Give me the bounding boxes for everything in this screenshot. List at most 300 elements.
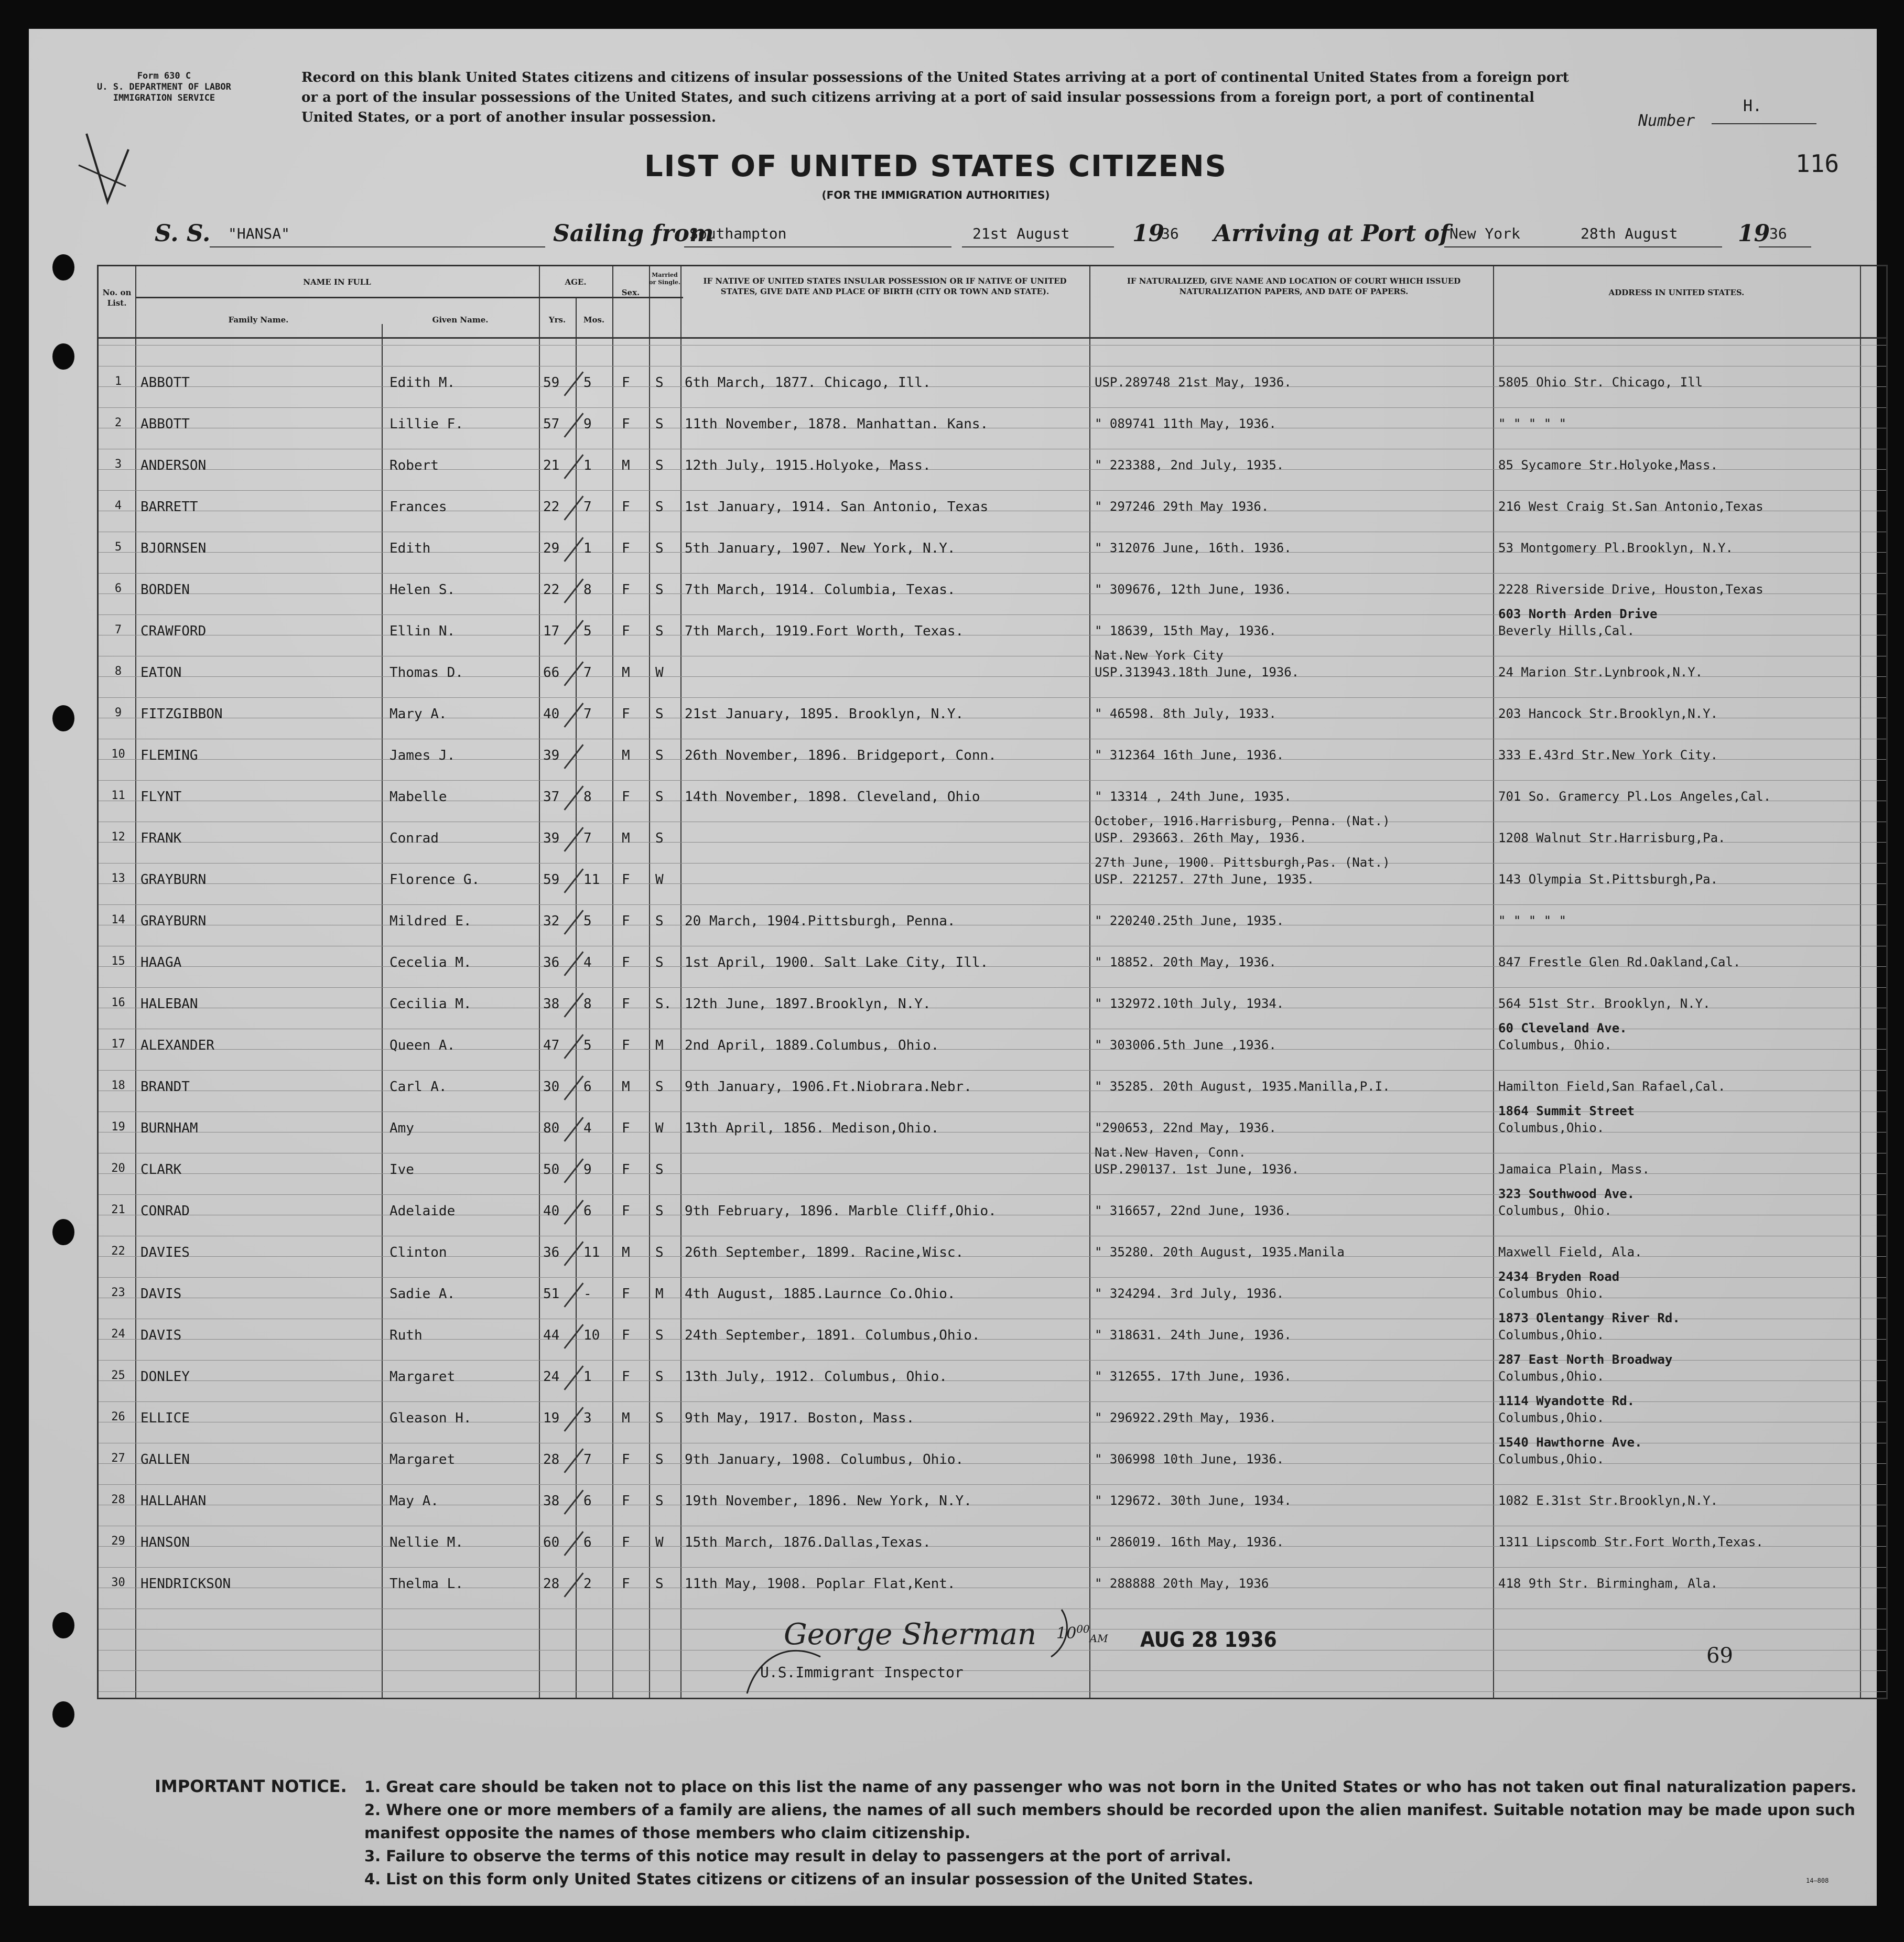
naturalization-info: " 286019. 16th May, 1936. [1095,1535,1284,1549]
given-name: Mabelle [390,789,447,805]
row-number: 20 [111,1162,125,1175]
header-given: Given Name. [432,315,489,325]
birth-info: 4th August, 1885.Laurnce Co.Ohio. [685,1286,956,1302]
address: " " " " " [1498,416,1567,431]
age-months: 6 [583,1079,592,1095]
sex: F [622,1286,630,1302]
given-name: Robert [390,458,439,473]
naturalization-info: " 13314 , 24th June, 1935. [1095,789,1292,804]
marital-status: S [655,1328,664,1343]
age-months: 8 [583,789,592,805]
birth-info: 1st April, 1900. Salt Lake City, Ill. [685,955,989,970]
sex: M [622,458,630,473]
naturalization-info: " 316657, 22nd June, 1936. [1095,1203,1292,1218]
family-name: CRAWFORD [140,623,207,639]
sex: F [622,1452,630,1468]
address: 2228 Riverside Drive, Houston,Texas [1498,582,1764,597]
check-mark-icon [564,910,583,935]
check-mark-icon [564,992,583,1018]
ship-name: "HANSA" [228,225,290,242]
given-name: Sadie A. [390,1286,456,1302]
given-name: Cecilia M. [390,996,472,1012]
naturalization-info: USP.313943.18th June, 1936. [1095,665,1300,679]
naturalization-info: " 288888 20th May, 1936 [1095,1576,1269,1591]
page-subtitle: (FOR THE IMMIGRATION AUTHORITIES) [821,189,1050,201]
birth-info: 12th July, 1915.Holyoke, Mass. [685,458,931,473]
row-number: 30 [111,1576,125,1589]
age-years: 21 [543,458,560,473]
age-years: 40 [543,1203,560,1219]
check-mark-icon [564,620,583,645]
check-mark-icon [564,371,583,396]
check-mark-icon [76,128,134,207]
notice-item: 3. Failure to observe the terms of this notice may result in delay to passengers at the port of arrival. [364,1847,1231,1865]
sex: F [622,375,630,391]
birth-info: 5th January, 1907. New York, N.Y. [685,541,956,556]
check-mark-icon [564,951,583,976]
birth-info: 11th May, 1908. Poplar Flat,Kent. [685,1576,956,1592]
address: 1208 Walnut Str.Harrisburg,Pa. [1498,830,1726,845]
notice-item: 1. Great care should be taken not to place on this list the name of any passenger who was not born in the United States or who has not taken out final naturalization papers. [364,1778,1857,1796]
stamp-date: AUG 28 1936 [1140,1628,1277,1652]
check-mark-icon [564,785,583,811]
address: Columbus,Ohio. [1498,1120,1605,1135]
form-identifier [97,71,231,104]
age-years: 40 [543,706,560,722]
stamp-time [1056,1623,1108,1645]
age-months: 1 [583,458,592,473]
check-mark-icon [564,495,583,521]
given-name: Amy [390,1120,414,1136]
address: 701 So. Gramercy Pl.Los Angeles,Cal. [1498,789,1771,804]
address: 418 9th Str. Birmingham, Ala. [1498,1576,1718,1591]
check-mark-icon [564,1158,583,1183]
check-mark-icon [564,744,583,769]
important-notice [155,1775,1864,1891]
age-months: 7 [583,665,592,681]
age-years: 17 [543,623,560,639]
check-mark-icon [564,537,583,562]
marital-status: S [655,1410,664,1426]
header-age: AGE. [565,277,587,287]
family-name: BORDEN [140,582,190,598]
marital-status: M [655,1286,664,1302]
given-name: Edith M. [390,375,456,391]
sex: M [622,1410,630,1426]
marital-status: S [655,748,664,763]
sex: F [622,996,630,1012]
family-name: BRANDT [140,1079,190,1095]
age-months: 7 [583,830,592,846]
address: 5805 Ohio Str. Chicago, Ill [1498,375,1703,390]
sex: F [622,1038,630,1053]
manifest-sheet [29,29,1877,1906]
row-number: 14 [111,913,125,926]
age-years: 30 [543,1079,560,1095]
header-naturalized: IF NATURALIZED, GIVE NAME AND LOCATION OF COURT WHICH ISSUED NATURALIZATION PAPERS, AND DATE OF PAPERS. [1127,276,1461,296]
sex: M [622,1079,630,1095]
family-name: EATON [140,665,182,681]
age-months: 8 [583,582,592,598]
marital-status: S [655,1576,664,1592]
family-name: DAVIS [140,1286,182,1302]
age-years: 28 [543,1576,560,1592]
row-number: 17 [111,1038,125,1051]
age-months: 4 [583,955,592,970]
sex: F [622,1328,630,1343]
address: 24 Marion Str.Lynbrook,N.Y. [1498,665,1703,679]
address: 1873 Olentangy River Rd. [1498,1311,1680,1325]
sailing-date: 21st August [972,225,1070,242]
address: Columbus, Ohio. [1498,1038,1612,1052]
given-name: Thelma L. [390,1576,463,1592]
sex: F [622,872,630,888]
given-name: Clinton [390,1245,447,1260]
given-name: Ive [390,1162,414,1178]
marital-status: S. [655,996,672,1012]
naturalization-info: " 303006.5th June ,1936. [1095,1038,1276,1052]
row-number: 29 [111,1535,125,1548]
naturalization-info: " 296922.29th May, 1936. [1095,1410,1276,1425]
address: Jamaica Plain, Mass. [1498,1162,1650,1177]
row-number: 16 [111,996,125,1009]
naturalization-info: October, 1916.Harrisburg, Penna. (Nat.) [1095,814,1390,828]
family-name: BJORNSEN [140,541,207,556]
row-number: 22 [111,1245,125,1258]
check-mark-icon [564,1282,583,1308]
number-label: Number [1638,112,1695,130]
age-months: 11 [583,872,600,888]
header-yrs: Yrs. [548,315,566,325]
check-mark-icon [564,454,583,479]
birth-info: 12th June, 1897.Brooklyn, N.Y. [685,996,931,1012]
age-years: 24 [543,1369,560,1385]
address: 143 Olympia St.Pittsburgh,Pa. [1498,872,1718,887]
arrival-date: 28th August [1581,225,1678,242]
naturalization-info: " 318631. 24th June, 1936. [1095,1328,1292,1342]
family-name: DAVIS [140,1328,182,1343]
address: Columbus Ohio. [1498,1286,1605,1301]
marital-status: W [655,872,664,888]
row-number: 6 [114,582,122,595]
given-name: Ellin N. [390,623,456,639]
age-years: 29 [543,541,560,556]
naturalization-info: Nat.New Haven, Conn. [1095,1145,1246,1160]
age-months: 1 [583,541,592,556]
given-name: Nellie M. [390,1535,463,1550]
inspector-signature: George Sherman [784,1617,1037,1652]
sex: F [622,1493,630,1509]
age-years: 50 [543,1162,560,1178]
family-name: HALLAHAN [140,1493,207,1509]
row-number: 26 [111,1410,125,1423]
naturalization-info: USP. 293663. 26th May, 1936. [1095,830,1307,845]
naturalization-info: USP. 221257. 27th June, 1935. [1095,872,1315,887]
given-name: Adelaide [390,1203,456,1219]
family-name: ABBOTT [140,375,190,391]
marital-status: W [655,1120,664,1136]
marital-status: S [655,1452,664,1468]
naturalization-info: " 35285. 20th August, 1935.Manilla,P.I. [1095,1079,1390,1094]
age-years: 66 [543,665,560,681]
marital-status: S [655,375,664,391]
arriving-port: New York [1449,225,1520,242]
given-name: Mildred E. [390,913,472,929]
address: 1114 Wyandotte Rd. [1498,1394,1635,1408]
address: Columbus,Ohio. [1498,1369,1605,1384]
naturalization-info: "290653, 22nd May, 1936. [1095,1120,1276,1135]
address: 53 Montgomery Pl.Brooklyn, N.Y. [1498,541,1733,555]
birth-info: 7th March, 1919.Fort Worth, Texas. [685,623,964,639]
age-years: 22 [543,582,560,598]
address: 1311 Lipscomb Str.Fort Worth,Texas. [1498,1535,1764,1549]
address: Columbus,Ohio. [1498,1410,1605,1425]
age-years: 38 [543,1493,560,1509]
row-number: 23 [111,1286,125,1299]
check-mark-icon [564,578,583,603]
age-months: 3 [583,1410,592,1426]
family-name: ALEXANDER [140,1038,214,1053]
birth-info: 24th September, 1891. Columbus,Ohio. [685,1328,980,1343]
address: " " " " " [1498,913,1567,928]
family-name: DAVIES [140,1245,190,1260]
punch-hole [52,1612,74,1638]
age-years: 59 [543,872,560,888]
given-name: Florence G. [390,872,480,888]
marital-status: S [655,1162,664,1178]
marital-status: S [655,830,664,846]
naturalization-info: " 129672. 30th June, 1934. [1095,1493,1292,1508]
age-months: 7 [583,706,592,722]
row-number: 12 [111,830,125,844]
check-mark-icon [564,703,583,728]
sex: M [622,830,630,846]
age-months: 1 [583,1369,592,1385]
address: Columbus,Ohio. [1498,1452,1605,1466]
header-mos: Mos. [583,315,605,325]
sailing-port: Southampton [689,225,787,242]
department-name: U. S. DEPARTMENT OF LABOR [97,82,231,92]
given-name: Lillie F. [390,416,463,432]
age-months: 7 [583,499,592,515]
form-instructions: Record on this blank United States citizens and citizens of insular possessions of the United States arriving at a port of continental United States from a foreign port or a port of the insular possessions of the United States, and such citizens arriving at a port of said insular possessions from a foreign port, a port of continental United States, or a port of another insular possession. [301,70,1569,125]
check-mark-icon [564,661,583,686]
family-name: ABBOTT [140,416,190,432]
birth-info: 26th November, 1896. Bridgeport, Conn. [685,748,997,763]
naturalization-info: 27th June, 1900. Pittsburgh,Pas. (Nat.) [1095,855,1390,870]
check-mark-icon [564,1241,583,1266]
header-address: ADDRESS IN UNITED STATES. [1608,288,1745,297]
check-mark-icon [564,1117,583,1142]
row-number: 24 [111,1328,125,1341]
naturalization-info: " 306998 10th June, 1936. [1095,1452,1284,1466]
punch-hole [52,1219,74,1245]
address: 1864 Summit Street [1498,1104,1635,1118]
row-number: 15 [111,955,125,968]
header-sex: Sex. [621,288,640,297]
birth-info: 7th March, 1914. Columbia, Texas. [685,582,956,598]
marital-status: S [655,1079,664,1095]
row-number: 27 [111,1452,125,1465]
punch-hole [52,705,74,731]
sex: M [622,1245,630,1260]
given-name: Margaret [390,1452,456,1468]
arriving-port-underline [1444,246,1581,247]
naturalization-info: " 312076 June, 16th. 1936. [1095,541,1292,555]
naturalization-info: " 324294. 3rd July, 1936. [1095,1286,1284,1301]
family-name: GRAYBURN [140,913,207,929]
age-months: 6 [583,1535,592,1550]
given-name: Frances [390,499,447,515]
given-name: Gleason H. [390,1410,472,1426]
header-no: No. on List. [102,288,132,308]
given-name: Carl A. [390,1079,447,1095]
address: 603 North Arden Drive [1498,607,1658,621]
age-years: 59 [543,375,560,391]
ship-underline [210,246,545,247]
address: 1082 E.31st Str.Brooklyn,N.Y. [1498,1493,1718,1508]
given-name: Cecelia M. [390,955,472,970]
birth-info: 21st January, 1895. Brooklyn, N.Y. [685,706,964,722]
birth-info: 26th September, 1899. Racine,Wisc. [685,1245,964,1260]
marital-status: S [655,1493,664,1509]
row-number: 4 [114,499,122,512]
marital-status: S [655,416,664,432]
punch-hole [52,1701,74,1728]
sex: F [622,582,630,598]
check-mark-icon [564,1034,583,1059]
check-mark-icon [564,1490,583,1515]
age-years: 80 [543,1120,560,1136]
ss-label: S. S. [155,220,211,247]
row-number: 9 [114,706,122,719]
family-name: FLYNT [140,789,182,805]
age-years: 37 [543,789,560,805]
age-years: 32 [543,913,560,929]
arrival-year-underline [1759,246,1811,247]
naturalization-info: USP.290137. 1st June, 1936. [1095,1162,1300,1177]
family-name: BARRETT [140,499,198,515]
age-months: 5 [583,1038,592,1053]
age-months: 5 [583,375,592,391]
row-number: 7 [114,623,122,636]
address: 287 East North Broadway [1498,1352,1673,1367]
sex: F [622,913,630,929]
marital-status: M [655,1038,664,1053]
manifest-table [97,265,1888,1699]
inspector-caption: U.S.Immigrant Inspector [760,1664,964,1681]
given-name: Margaret [390,1369,456,1385]
number-underline [1712,123,1816,124]
address: 323 Southwood Ave. [1498,1186,1635,1201]
age-months: 6 [583,1493,592,1509]
family-name: ELLICE [140,1410,190,1426]
punch-hole [52,343,74,370]
footer-code: 14—808 [1806,1877,1829,1884]
arrival-year: 36 [1769,225,1787,242]
check-mark-icon [564,1324,583,1349]
age-months: 5 [583,913,592,929]
check-mark-icon [564,1448,583,1473]
birth-info: 9th February, 1896. Marble Cliff,Ohio. [685,1203,997,1219]
address: Columbus, Ohio. [1498,1203,1612,1218]
age-months: 11 [583,1245,600,1260]
age-years: 36 [543,955,560,970]
check-mark-icon [564,1572,583,1598]
notice-title: IMPORTANT NOTICE. [155,1776,347,1796]
check-mark-icon [564,1531,583,1556]
age-years: 28 [543,1452,560,1468]
family-name: ANDERSON [140,458,207,473]
check-mark-icon [564,868,583,893]
address: 847 Frestle Glen Rd.Oakland,Cal. [1498,955,1741,969]
naturalization-info: " 18639, 15th May, 1936. [1095,623,1276,638]
address: 1540 Hawthorne Ave. [1498,1435,1642,1450]
marital-status: S [655,706,664,722]
age-years: 36 [543,1245,560,1260]
service-name: IMMIGRATION SERVICE [113,93,215,103]
sex: F [622,1120,630,1136]
header-birth: IF NATIVE OF UNITED STATES INSULAR POSSESSION OR IF NATIVE OF UNITED STATES, GIVE DATE AND PLACE OF BIRTH (CITY OR TOWN AND STATE). [703,276,1067,296]
birth-info: 11th November, 1878. Manhattan. Kans. [685,416,989,432]
sex: F [622,541,630,556]
address: Beverly Hills,Cal. [1498,623,1635,638]
age-months: 10 [583,1328,600,1343]
check-mark-icon [564,1075,583,1101]
row-number: 19 [111,1120,125,1134]
family-name: GALLEN [140,1452,190,1468]
row-number: 11 [111,789,125,802]
birth-info: 2nd April, 1889.Columbus, Ohio. [685,1038,939,1053]
age-months: 7 [583,1452,592,1468]
family-name: BURNHAM [140,1120,198,1136]
sailing-year-prefix: 19 [1132,220,1165,247]
given-name: Helen S. [390,582,456,598]
row-number: 2 [114,416,122,429]
birth-info: 9th May, 1917. Boston, Mass. [685,1410,915,1426]
age-years: 39 [543,748,560,763]
naturalization-info: " 46598. 8th July, 1933. [1095,706,1276,721]
age-years: 44 [543,1328,560,1343]
family-name: FITZGIBBON [140,706,223,722]
birth-info: 19th November, 1896. New York, N.Y. [685,1493,972,1509]
age-months: 9 [583,416,592,432]
age-years: 19 [543,1410,560,1426]
marital-status: W [655,1535,664,1550]
naturalization-info: " 223388, 2nd July, 1935. [1095,458,1284,472]
header-family: Family Name. [228,315,289,325]
sex: F [622,499,630,515]
given-name: Conrad [390,830,439,846]
sex: F [622,416,630,432]
row-number: 13 [111,872,125,885]
address: 564 51st Str. Brooklyn, N.Y. [1498,996,1711,1011]
notice-item: 4. List on this form only United States citizens or citizens of an insular possession of the United States. [364,1870,1253,1888]
address: 85 Sycamore Str.Holyoke,Mass. [1498,458,1718,472]
family-name: CONRAD [140,1203,190,1219]
age-years: 51 [543,1286,560,1302]
birth-info: 14th November, 1898. Cleveland, Ohio [685,789,980,805]
marital-status: S [655,955,664,970]
birth-info: 13th July, 1912. Columbus, Ohio. [685,1369,947,1385]
row-number: 5 [114,541,122,554]
marital-status: S [655,582,664,598]
punch-hole [52,254,74,280]
naturalization-info: " 309676, 12th June, 1936. [1095,582,1292,597]
family-name: DONLEY [140,1369,190,1385]
age-months: - [583,1286,592,1302]
marital-status: S [655,913,664,929]
